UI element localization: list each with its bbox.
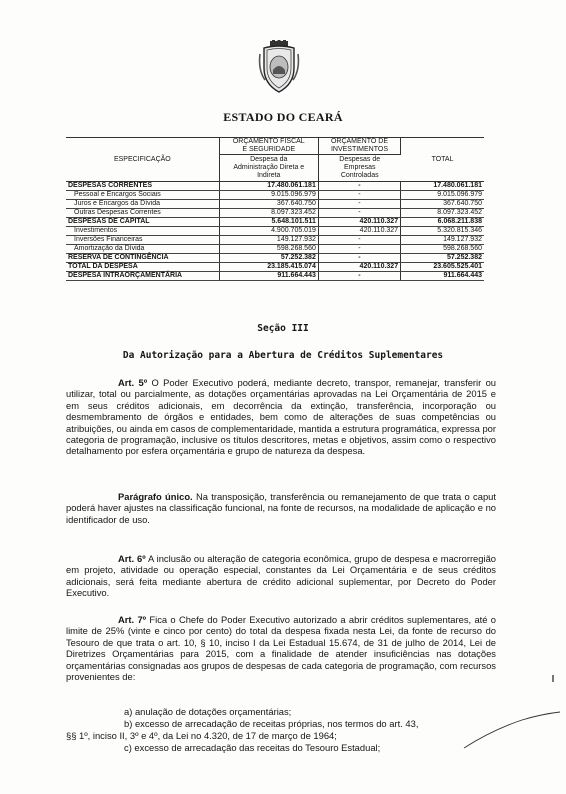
article-7-list xyxy=(66,706,496,754)
row-fiscal-value: 911.664.443 xyxy=(219,272,318,281)
row-label: DESPESAS DE CAPITAL xyxy=(66,218,219,227)
section-title: Seção III xyxy=(257,323,309,334)
col-invest-subheader xyxy=(318,155,400,182)
row-total-value: 598.268.560 xyxy=(401,245,484,254)
row-total-value: 9.015.096.979 xyxy=(401,191,484,200)
col-spec-header: ESPECIFICAÇÃO xyxy=(66,138,219,182)
row-total-value: 367.640.750 xyxy=(401,200,484,209)
table-row xyxy=(66,191,484,200)
col-invest-line2: INVESTIMENTOS xyxy=(330,146,388,153)
row-invest-value: - xyxy=(318,245,400,254)
col-fiscal-header xyxy=(219,138,318,155)
row-total-value: 17.480.061.181 xyxy=(401,182,484,191)
table-row xyxy=(66,254,484,263)
margin-mark xyxy=(552,675,554,682)
row-invest-value: - xyxy=(318,200,400,209)
table-row xyxy=(66,209,484,218)
budget-table xyxy=(66,137,484,281)
row-fiscal-value: 23.185.415.074 xyxy=(219,263,318,272)
row-invest-value: 420.110.327 xyxy=(318,227,400,236)
row-label: Pessoal e Encargos Sociais xyxy=(66,191,219,200)
article-5-text: O Poder Executivo poderá, mediante decreto, transpor, remanejar, transferir ou utilizar, total ou parcialmente, as dotações orçamentárias aprovadas na Lei Orçamentária de 2015 e em seus créditos adicionais, em decorrência da extinção, transferência, incorporação ou desmembramento de órgãos e entidades, bem como de alterações de suas competências ou atribuições, ou ainda em casos de complementaridade, mantida a estrutura programática, expressa por categoria de programação, inclusive os títulos descritores, metas e objetivos, assim como o respectivo detalhamento por esfera orçamentária e grupo de natureza da despesa. xyxy=(66,377,497,457)
row-total-value: 57.252.382 xyxy=(401,254,484,263)
table-row xyxy=(66,182,484,191)
paragrafo-unico xyxy=(66,491,496,525)
state-title: ESTADO DO CEARÁ xyxy=(223,110,343,124)
row-fiscal-value: 9.015.096.979 xyxy=(219,191,318,200)
row-invest-value: - xyxy=(318,209,400,218)
section-subtitle: Da Autorização para a Abertura de Créditos Suplementares xyxy=(122,350,444,361)
row-invest-value: - xyxy=(318,191,400,200)
row-label: Outras Despesas Correntes xyxy=(66,209,219,218)
row-total-value: 911.664.443 xyxy=(401,272,484,281)
row-label: Inversões Financeiras xyxy=(66,236,219,245)
row-total-value: 149.127.932 xyxy=(401,236,484,245)
table-row xyxy=(66,200,484,209)
row-label: TOTAL DA DESPESA xyxy=(66,263,219,272)
row-label: Amortização da Dívida xyxy=(66,245,219,254)
row-label: DESPESA INTRAORÇAMENTÁRIA xyxy=(66,272,219,281)
row-total-value: 5.320.815.346 xyxy=(401,227,484,236)
article-7-lead: Art. 7º xyxy=(118,614,147,625)
row-fiscal-value: 4.900.705.019 xyxy=(219,227,318,236)
signature-stroke-icon xyxy=(462,708,562,758)
table-row xyxy=(66,272,484,281)
row-total-value: 23.605.525.401 xyxy=(401,263,484,272)
list-item-b-line1: b) excesso de arrecadação de receitas próprias, nos termos do art. 43, xyxy=(124,718,419,729)
row-invest-value: - xyxy=(318,254,400,263)
article-6 xyxy=(66,553,496,599)
table-row xyxy=(66,227,484,236)
table-row xyxy=(66,263,484,272)
col-fiscal-subheader xyxy=(219,155,318,182)
budget-table-body xyxy=(66,182,484,281)
article-7-text: Fica o Chefe do Poder Executivo autorizado a abrir créditos suplementares, até o limite de 25% (vinte e cinco por cento) do total da despesa fixada nesta Lei, da fonte de recurso do Tesouro de que trata o art. 10, § 10, inciso I da Lei Estadual 15.674, de 31 de julho de 2014, Lei de Diretrizes Orçamentárias para 2015, com a finalidade de atender insuficiências nas dotações orçamentárias consignadas aos grupos de despesas de cada categoria de programação, com recursos provenientes de: xyxy=(66,614,496,683)
row-fiscal-value: 5.648.101.511 xyxy=(219,218,318,227)
article-5-lead: Art. 5º xyxy=(118,377,148,388)
row-fiscal-value: 17.480.061.181 xyxy=(219,182,318,191)
col-total-header: TOTAL xyxy=(401,138,484,182)
paragrafo-unico-lead: Parágrafo único. xyxy=(118,491,193,502)
col-fiscal-sub1: Despesa da xyxy=(250,156,288,163)
row-invest-value: - xyxy=(318,236,400,245)
table-row xyxy=(66,218,484,227)
row-fiscal-value: 8.097.323.452 xyxy=(219,209,318,218)
state-coat-of-arms-icon xyxy=(256,40,302,94)
table-row xyxy=(66,236,484,245)
row-fiscal-value: 149.127.932 xyxy=(219,236,318,245)
list-item-a: a) anulação de dotações orçamentárias; xyxy=(124,706,292,717)
article-5 xyxy=(66,377,496,457)
list-item-b-line2: §§ 1º, inciso II, 3º e 4º, da Lei no 4.320, de 17 de março de 1964; xyxy=(66,730,337,741)
row-invest-value: - xyxy=(318,182,400,191)
col-invest-header xyxy=(318,138,400,155)
paragrafo-unico-text: Na transposição, transferência ou remanejamento de que trata o caput poderá haver ajustes na classificação funcional, na fonte de recursos, na modalidade de aplicação e no identificador de uso. xyxy=(66,491,496,525)
row-label: Juros e Encargos da Dívida xyxy=(66,200,219,209)
row-invest-value: 420.110.327 xyxy=(318,263,400,272)
article-6-text: A inclusão ou alteração de categoria econômica, grupo de despesa e macrorregião em projeto, atividade ou operação especial, constantes da Lei Orçamentária e de seus créditos adicionais, será feita mediante abertura de crédito adicional suplementar, por Decreto do Poder Executivo. xyxy=(66,553,496,599)
col-fiscal-sub3: Indireta xyxy=(257,172,281,179)
col-fiscal-line1: ORÇAMENTO FISCAL xyxy=(232,138,305,145)
row-invest-value: 420.110.327 xyxy=(318,218,400,227)
row-total-value: 6.068.211.838 xyxy=(401,218,484,227)
col-invest-sub2: Empresas xyxy=(343,164,376,171)
row-fiscal-value: 598.268.560 xyxy=(219,245,318,254)
row-label: Investimentos xyxy=(66,227,219,236)
row-label: DESPESAS CORRENTES xyxy=(66,182,219,191)
table-row xyxy=(66,245,484,254)
article-6-lead: Art. 6º xyxy=(118,553,146,564)
row-total-value: 8.097.323.452 xyxy=(401,209,484,218)
article-7 xyxy=(66,614,496,682)
row-fiscal-value: 367.640.750 xyxy=(219,200,318,209)
list-item-c: c) excesso de arrecadação das receitas do Tesouro Estadual; xyxy=(124,742,381,753)
col-invest-line1: ORÇAMENTO DE xyxy=(330,138,388,145)
col-fiscal-line2: E SEGURIDADE xyxy=(242,146,296,153)
col-fiscal-sub2: Administração Direta e xyxy=(233,164,305,171)
row-invest-value: - xyxy=(318,272,400,281)
row-label: RESERVA DE CONTINGÊNCIA xyxy=(66,254,219,263)
col-invest-sub3: Controladas xyxy=(340,172,379,179)
col-invest-sub1: Despesas de xyxy=(339,156,381,163)
row-fiscal-value: 57.252.382 xyxy=(219,254,318,263)
